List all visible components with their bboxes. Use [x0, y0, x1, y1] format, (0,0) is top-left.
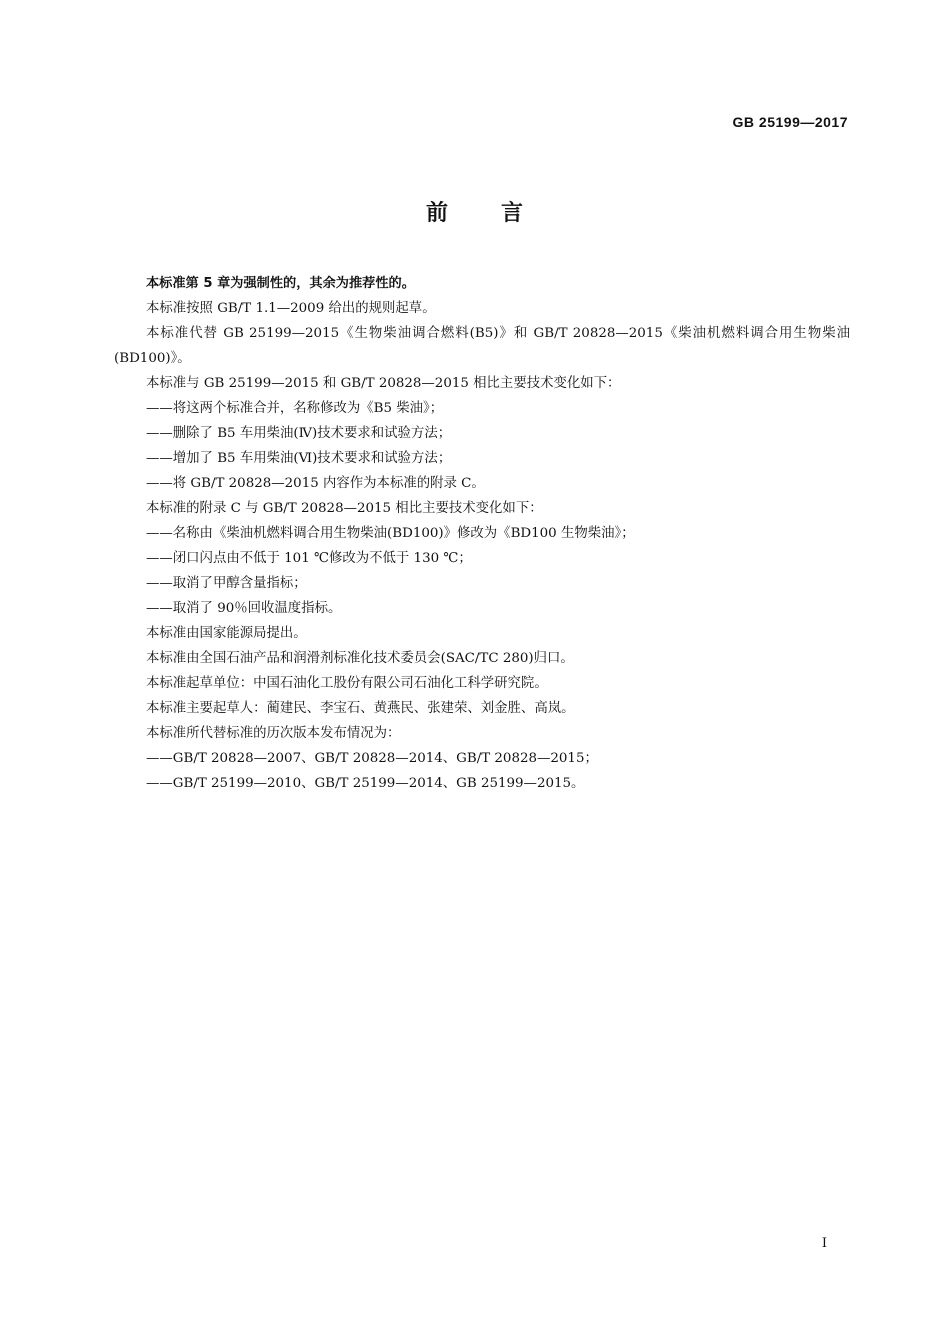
paragraph-annex-changes-intro: 本标准的附录 C 与 GB/T 20828—2015 相比主要技术变化如下：: [146, 501, 543, 516]
paragraph-drafting-unit: 本标准起草单位：中国石油化工股份有限公司石油化工科学研究院。: [146, 676, 548, 691]
paragraph-proposer: 本标准由国家能源局提出。: [146, 626, 307, 641]
foreword-body: [114, 271, 850, 796]
list-item: ——GB/T 20828—2007、GB/T 20828—2014、GB/T 20828—2015；: [146, 751, 598, 766]
list-item: ——名称由《柴油机燃料调合用生物柴油(BD100)》修改为《BD100 生物柴油》；: [146, 526, 635, 541]
page-title: [0, 196, 950, 227]
paragraph-changes-intro: 本标准与 GB 25199—2015 和 GB/T 20828—2015 相比主要技术变化如下：: [146, 376, 621, 391]
paragraph-replaces: 本标准代替 GB 25199—2015《生物柴油调合燃料(B5)》和 GB/T 20828—2015《柴油机燃料调合用生物柴油(BD100)》。: [114, 326, 850, 366]
page-title-part1: 前: [425, 201, 449, 226]
list-item: ——将这两个标准合并，名称修改为《B5 柴油》；: [146, 401, 444, 416]
paragraph-drafting-rules: 本标准按照 GB/T 1.1—2009 给出的规则起草。: [146, 301, 436, 316]
page-number: Ⅰ: [821, 1236, 827, 1251]
standard-number: GB 25199—2017: [732, 114, 848, 130]
list-item: ——删除了 B5 车用柴油(Ⅳ)技术要求和试验方法；: [146, 426, 452, 441]
paragraph-drafters: 本标准主要起草人：蔺建民、李宝石、黄燕民、张建荣、刘金胜、高岚。: [146, 701, 575, 716]
paragraph-history-intro: 本标准所代替标准的历次版本发布情况为：: [146, 726, 401, 741]
list-item: ——将 GB/T 20828—2015 内容作为本标准的附录 C。: [146, 476, 485, 491]
list-item: ——GB/T 25199—2010、GB/T 25199—2014、GB 25199—2015。: [146, 776, 585, 791]
mandatory-clause-statement: 本标准第 5 章为强制性的，其余为推荐性的。: [146, 276, 415, 291]
list-item: ——闭口闪点由不低于 101 ℃修改为不低于 130 ℃；: [146, 551, 472, 566]
list-item: ——取消了甲醇含量指标；: [146, 576, 307, 591]
list-item: ——增加了 B5 车用柴油(Ⅵ)技术要求和试验方法；: [146, 451, 452, 466]
list-item: ——取消了 90％回收温度指标。: [146, 601, 342, 616]
paragraph-committee: 本标准由全国石油产品和润滑剂标准化技术委员会(SAC/TC 280)归口。: [146, 651, 574, 666]
page-title-part2: 言: [501, 201, 525, 226]
